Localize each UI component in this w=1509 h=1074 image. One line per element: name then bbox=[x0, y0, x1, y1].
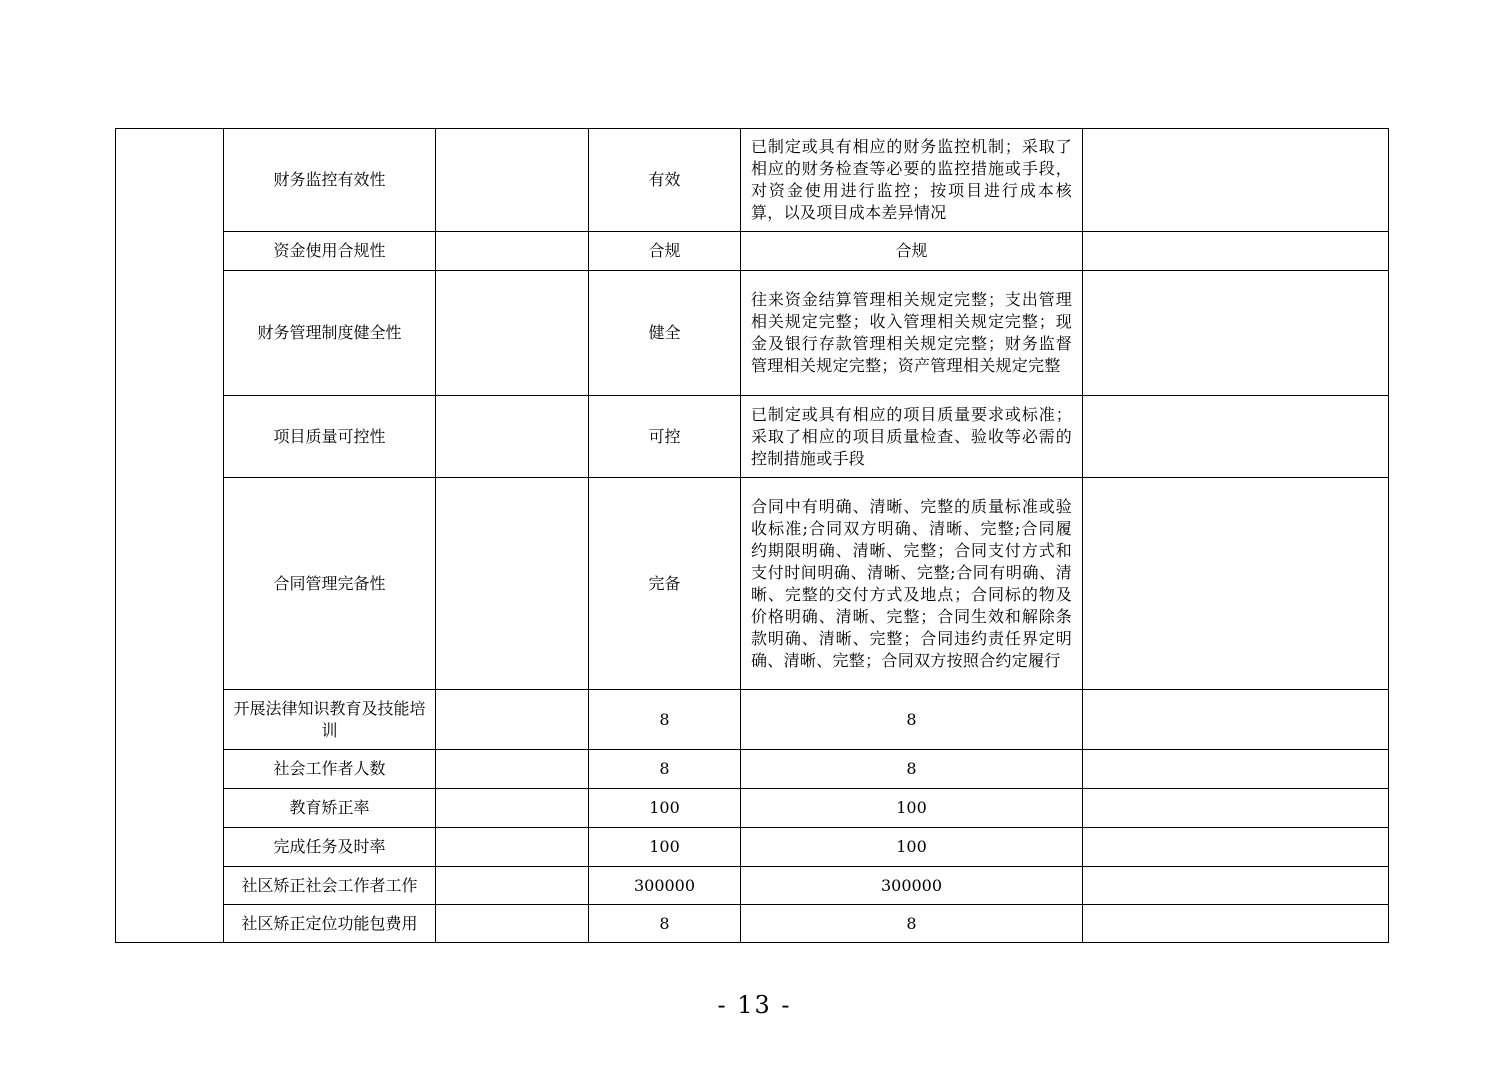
indicator-actual-value: 100 bbox=[741, 789, 1083, 828]
empty-cell bbox=[436, 271, 589, 396]
empty-cell bbox=[1083, 905, 1389, 943]
empty-cell bbox=[1083, 478, 1389, 690]
table-row bbox=[116, 232, 1389, 271]
empty-cell bbox=[436, 232, 589, 271]
empty-cell bbox=[436, 129, 589, 232]
page-number: - 13 - bbox=[717, 991, 792, 1019]
table-row bbox=[116, 129, 1389, 232]
empty-cell bbox=[436, 789, 589, 828]
empty-cell bbox=[1083, 690, 1389, 750]
empty-cell bbox=[436, 828, 589, 867]
indicator-name: 教育矫正率 bbox=[224, 789, 436, 828]
indicator-target-value: 健全 bbox=[589, 271, 741, 396]
empty-cell bbox=[1083, 396, 1389, 478]
indicator-name: 合同管理完备性 bbox=[224, 478, 436, 690]
table-row bbox=[116, 789, 1389, 828]
indicator-target-value: 300000 bbox=[589, 867, 741, 905]
indicator-target-value: 8 bbox=[589, 750, 741, 789]
indicator-actual-value: 100 bbox=[741, 828, 1083, 867]
indicator-target-value: 100 bbox=[589, 828, 741, 867]
empty-cell bbox=[436, 867, 589, 905]
empty-cell bbox=[1083, 867, 1389, 905]
table-row bbox=[116, 828, 1389, 867]
empty-cell bbox=[1083, 828, 1389, 867]
indicator-name: 社区矫正社会工作者工作 bbox=[224, 867, 436, 905]
indicator-actual-value: 300000 bbox=[741, 867, 1083, 905]
table-row bbox=[116, 690, 1389, 750]
indicator-actual-value: 已制定或具有相应的财务监控机制；采取了相应的财务检查等必要的监控措施或手段，对资金使用进行监控；按项目进行成本核算，以及项目成本差异情况 bbox=[741, 129, 1083, 232]
empty-cell bbox=[1083, 232, 1389, 271]
table-row bbox=[116, 750, 1389, 789]
indicator-target-value: 100 bbox=[589, 789, 741, 828]
empty-cell bbox=[1083, 789, 1389, 828]
table-row bbox=[116, 396, 1389, 478]
empty-cell bbox=[436, 690, 589, 750]
indicator-target-value: 可控 bbox=[589, 396, 741, 478]
indicator-target-value: 合规 bbox=[589, 232, 741, 271]
empty-cell bbox=[436, 905, 589, 943]
indicator-actual-value: 合规 bbox=[741, 232, 1083, 271]
table-row bbox=[116, 271, 1389, 396]
empty-cell bbox=[436, 478, 589, 690]
indicator-name: 社区矫正定位功能包费用 bbox=[224, 905, 436, 943]
empty-cell bbox=[1083, 271, 1389, 396]
indicator-target-value: 8 bbox=[589, 905, 741, 943]
indicator-name: 财务管理制度健全性 bbox=[224, 271, 436, 396]
table-row bbox=[116, 905, 1389, 943]
indicator-name: 资金使用合规性 bbox=[224, 232, 436, 271]
indicator-actual-value: 8 bbox=[741, 905, 1083, 943]
indicator-target-value: 完备 bbox=[589, 478, 741, 690]
table-row bbox=[116, 867, 1389, 905]
indicator-actual-value: 8 bbox=[741, 750, 1083, 789]
indicator-actual-value: 已制定或具有相应的项目质量要求或标准；采取了相应的项目质量检查、验收等必需的控制措施或手段 bbox=[741, 396, 1083, 478]
merged-category-cell bbox=[116, 129, 224, 943]
indicator-name: 社会工作者人数 bbox=[224, 750, 436, 789]
indicator-name: 项目质量可控性 bbox=[224, 396, 436, 478]
indicator-name: 开展法律知识教育及技能培训 bbox=[224, 690, 436, 750]
indicator-name: 财务监控有效性 bbox=[224, 129, 436, 232]
empty-cell bbox=[1083, 129, 1389, 232]
empty-cell bbox=[1083, 750, 1389, 789]
empty-cell bbox=[436, 750, 589, 789]
indicator-actual-value: 往来资金结算管理相关规定完整；支出管理相关规定完整；收入管理相关规定完整；现金及银行存款管理相关规定完整；财务监督管理相关规定完整；资产管理相关规定完整 bbox=[741, 271, 1083, 396]
indicator-target-value: 有效 bbox=[589, 129, 741, 232]
indicator-target-value: 8 bbox=[589, 690, 741, 750]
indicator-actual-value: 合同中有明确、清晰、完整的质量标准或验收标准;合同双方明确、清晰、完整;合同履约期限明确、清晰、完整；合同支付方式和支付时间明确、清晰、完整;合同有明确、清晰、完整的交付方式及地点；合同标的物及价格明确、清晰、完整；合同生效和解除条款明确、清晰、完整；合同违约责任界定明确、清晰、完整；合同双方按照合约定履行 bbox=[741, 478, 1083, 690]
indicator-actual-value: 8 bbox=[741, 690, 1083, 750]
table-row bbox=[116, 478, 1389, 690]
performance-indicator-table bbox=[115, 128, 1389, 943]
empty-cell bbox=[436, 396, 589, 478]
indicator-name: 完成任务及时率 bbox=[224, 828, 436, 867]
